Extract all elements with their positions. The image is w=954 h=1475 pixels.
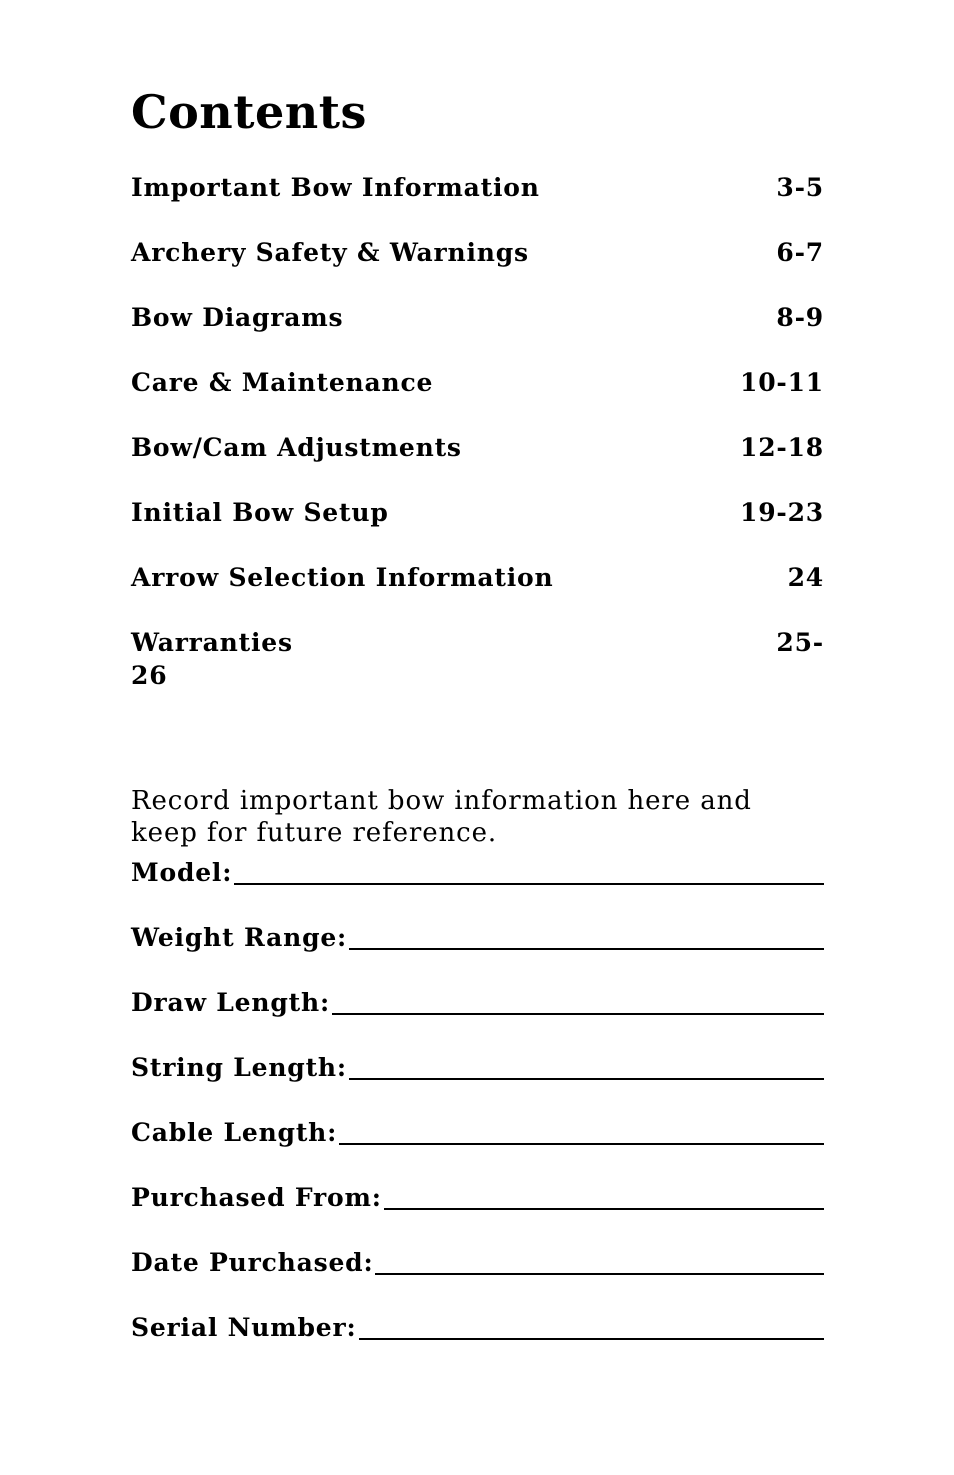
toc-entry bbox=[131, 558, 824, 623]
toc-entry-title: Important Bow Information bbox=[131, 173, 540, 202]
form-field-purchased-from bbox=[131, 1178, 824, 1243]
blank-write-in-line bbox=[375, 1243, 824, 1275]
form-field-weight-range bbox=[131, 918, 824, 983]
toc-entry-pages: 24 bbox=[787, 563, 824, 592]
field-label: Weight Range: bbox=[131, 923, 348, 952]
field-label: String Length: bbox=[131, 1053, 347, 1082]
toc-entry-title: Arrow Selection Information bbox=[131, 563, 554, 592]
toc-entry bbox=[131, 428, 824, 493]
toc-entry bbox=[131, 493, 824, 558]
blank-write-in-line bbox=[349, 1048, 824, 1080]
blank-write-in-line bbox=[332, 983, 824, 1015]
toc-entry-pages: 25- bbox=[776, 628, 824, 657]
form-field-string-length bbox=[131, 1048, 824, 1113]
page-title: Contents bbox=[131, 85, 367, 139]
field-label: Purchased From: bbox=[131, 1183, 382, 1212]
toc-entry-pages: 10-11 bbox=[740, 368, 824, 397]
blank-write-in-line bbox=[339, 1113, 824, 1145]
toc-entry-title: Care & Maintenance bbox=[131, 368, 434, 397]
toc-entry-pages: 19-23 bbox=[740, 498, 824, 527]
form-field-serial-number bbox=[131, 1308, 824, 1373]
toc-entry-pages: 6-7 bbox=[776, 238, 824, 267]
toc-entry-title: Archery Safety & Warnings bbox=[131, 238, 529, 267]
blank-write-in-line bbox=[359, 1308, 825, 1340]
field-label: Cable Length: bbox=[131, 1118, 338, 1147]
blank-write-in-line bbox=[234, 853, 824, 885]
form-field-model bbox=[131, 853, 824, 918]
toc-entry-title: Bow Diagrams bbox=[131, 303, 344, 332]
toc-entry bbox=[131, 623, 824, 688]
bow-info-form bbox=[131, 853, 824, 1373]
toc-entry-pages: 8-9 bbox=[776, 303, 824, 332]
toc-entry-pages-wrapped: 26 bbox=[131, 661, 168, 690]
toc-entry bbox=[131, 363, 824, 428]
toc-entry-title: Initial Bow Setup bbox=[131, 498, 389, 527]
toc-entry-pages: 3-5 bbox=[776, 173, 824, 202]
toc-entry-title: Bow/Cam Adjustments bbox=[131, 433, 462, 462]
toc-entry bbox=[131, 233, 824, 298]
toc-entry-title: Warranties bbox=[131, 628, 293, 657]
field-label: Serial Number: bbox=[131, 1313, 357, 1342]
field-label: Draw Length: bbox=[131, 988, 330, 1017]
record-instructions: Record important bow information here and keep for future reference. bbox=[131, 786, 752, 848]
toc-entry bbox=[131, 168, 824, 233]
field-label: Date Purchased: bbox=[131, 1248, 374, 1277]
toc-entry-pages: 12-18 bbox=[740, 433, 824, 462]
form-field-draw-length bbox=[131, 983, 824, 1048]
field-label: Model: bbox=[131, 858, 233, 887]
form-field-cable-length bbox=[131, 1113, 824, 1178]
blank-write-in-line bbox=[349, 918, 824, 950]
table-of-contents bbox=[131, 168, 824, 688]
form-field-date-purchased bbox=[131, 1243, 824, 1308]
toc-entry bbox=[131, 298, 824, 363]
blank-write-in-line bbox=[384, 1178, 824, 1210]
